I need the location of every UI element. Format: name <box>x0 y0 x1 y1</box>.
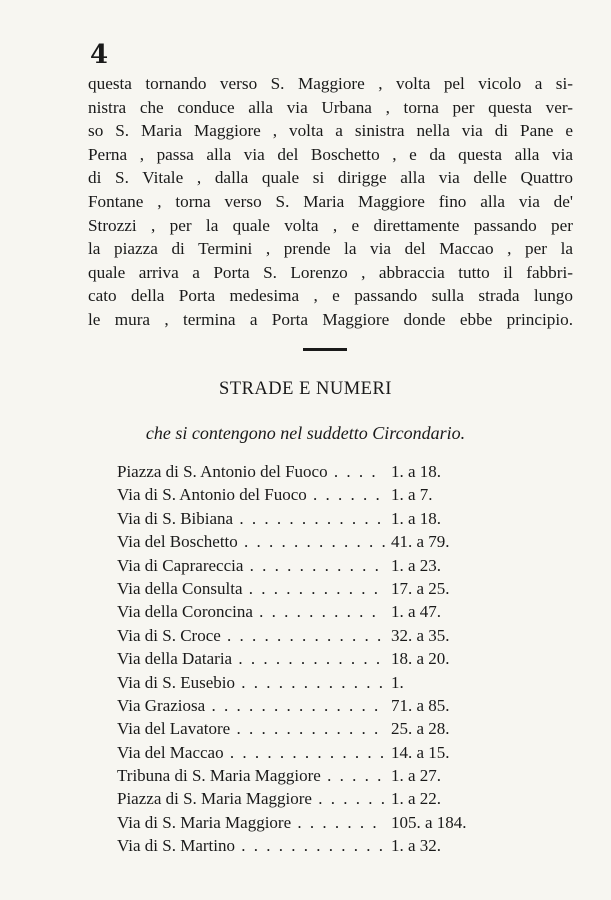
street-number-range: 1. a 18. <box>391 462 442 481</box>
street-name: Via di S. Maria Maggiore . . . <box>117 813 385 833</box>
body-line: quale arriva a Porta S. Lorenzo , abbraccia tutto il fabbri- <box>88 262 573 282</box>
body-line: questa tornando verso S. Maggiore , volta pel vicolo a si- <box>88 74 573 93</box>
street-number-range: 1. a 32. <box>391 836 442 856</box>
body-line-last: le mura , termina a Porta Maggiore donde ebbe principio. <box>88 309 573 329</box>
street-name: Piazza di S. Antonio del Fuoco . . . <box>117 462 385 482</box>
section-heading: STRADE E NUMERI <box>219 379 392 399</box>
body-line: so S. Maria Maggiore , volta a sinistra nella via di Pane e <box>88 121 573 141</box>
street-row <box>117 743 517 766</box>
street-list <box>117 462 517 860</box>
street-row <box>117 766 517 789</box>
street-name: Via della Consulta . . . <box>117 579 385 599</box>
street-row <box>117 509 517 532</box>
street-number-range: 1. a 23. <box>391 555 442 575</box>
street-number-range: 14. a 15. <box>391 742 450 762</box>
street-name: Via di S. Antonio del Fuoco . . . <box>117 485 385 505</box>
street-number-range: 17. a 25. <box>391 578 450 598</box>
street-name: Via di S. Eusebio . . . <box>117 673 385 693</box>
street-number-range: 1. a 22. <box>391 789 442 809</box>
street-name: Tribuna di S. Maria Maggiore . . . <box>117 766 385 786</box>
street-row <box>117 556 517 579</box>
street-name: Piazza di S. Maria Maggiore . . . <box>117 789 385 809</box>
street-number-range: 1. a 27. <box>391 766 442 786</box>
body-line: la piazza di Termini , prende la via del Maccao , per la <box>88 239 573 259</box>
section-divider <box>303 348 347 351</box>
street-name: Via della Coroncina . . . <box>117 602 385 622</box>
street-row <box>117 602 517 625</box>
street-name: Via del Lavatore . . . <box>117 719 385 739</box>
street-name: Via del Boschetto . . . <box>117 532 385 552</box>
street-number-range: 1. a 18. <box>391 508 442 528</box>
body-line: Perna , passa alla via del Boschetto , e da questa alla via <box>88 144 573 164</box>
street-row <box>117 462 517 485</box>
street-row <box>117 673 517 696</box>
street-row <box>117 485 517 508</box>
street-name: Via Graziosa . . . <box>117 696 385 716</box>
body-line: Strozzi , per la quale volta , e direttamente passando per <box>88 215 573 235</box>
street-number-range: 105. a 184. <box>391 812 467 832</box>
body-line: nistra che conduce alla via Urbana , torna per questa ver- <box>88 97 573 117</box>
street-row <box>117 579 517 602</box>
street-number-range: 71. a 85. <box>391 695 450 715</box>
street-row <box>117 696 517 719</box>
body-line: Fontane , torna verso S. Maria Maggiore fino alla via de' <box>88 191 573 211</box>
street-row <box>117 719 517 742</box>
street-number-range: 32. a 35. <box>391 625 450 645</box>
street-number-range: 41. a 79. <box>391 532 450 552</box>
body-line: cato della Porta medesima , e passando sulla strada lungo <box>88 286 573 306</box>
street-number-range: 18. a 20. <box>391 649 450 669</box>
street-number-range: 1. a 47. <box>391 602 442 622</box>
street-row <box>117 789 517 812</box>
street-number-range: 25. a 28. <box>391 719 450 739</box>
street-name: Via della Dataria . . . <box>117 649 385 669</box>
street-row <box>117 813 517 836</box>
street-row <box>117 649 517 672</box>
street-name: Via di S. Bibiana . . . <box>117 509 385 529</box>
body-line: di S. Vitale , dalla quale si dirigge alla via delle Quattro <box>88 168 573 188</box>
street-number-range: 1. a 7. <box>391 485 433 505</box>
street-name: Via di Caprareccia . . . <box>117 556 385 576</box>
section-subheading: che si contengono nel suddetto Circondario. <box>145 423 466 443</box>
street-row <box>117 836 517 859</box>
street-row <box>117 532 517 555</box>
body-paragraph <box>88 72 573 332</box>
street-name: Via del Maccao . . . <box>117 743 385 763</box>
street-number-range: 1. <box>391 672 404 692</box>
page-number: 4 <box>90 40 109 70</box>
street-name: Via di S. Croce . . . <box>117 626 385 646</box>
street-name: Via di S. Martino . . . <box>117 836 385 856</box>
street-row <box>117 626 517 649</box>
